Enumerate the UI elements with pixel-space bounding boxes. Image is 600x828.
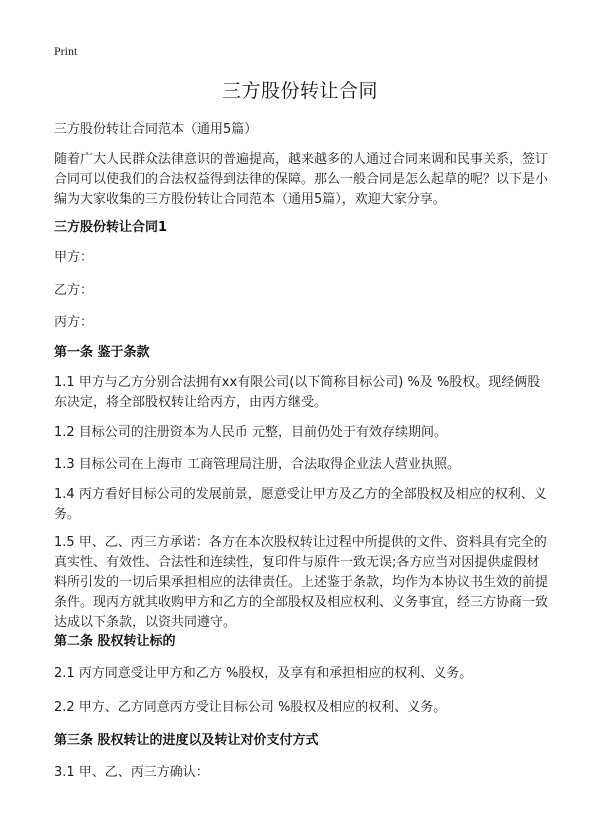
document-subtitle: 三方股份转让合同范本（通用5篇） [54, 122, 258, 137]
clause-1-3: 1.3 目标公司在上海市 工商管理局注册，合法取得企业法人营业执照。 [54, 457, 460, 472]
intro-paragraph: 随着广大人民群众法律意识的普遍提高，越来越多的人通过合同来调和民事关系，签订合同可以使我们的合法权益得到法律的保障。那么一般合同是怎么起草的呢？以下是小编为大家收集的三方股份转让合同范本（通用5篇），欢迎大家分享。 [54, 152, 549, 207]
clause-2-2: 2.2 甲方、乙方同意丙方受让目标公司 %股权及相应的权利、义务。 [54, 700, 447, 715]
party-b-label: 乙方： [54, 283, 94, 298]
contract-heading: 三方股份转让合同1 [54, 220, 168, 235]
article-2-heading: 第二条 股权转让标的 [54, 634, 176, 649]
party-c-label: 丙方： [54, 315, 94, 330]
clause-1-5: 1.5 甲、乙、丙三方承诺：各方在本次股权转让过程中所提供的文件、资料具有完全的真实性、有效性、合法性和连续性，复印件与原件一致无误;各方应当对因提供虚假材料所引发的一切后果承担相应的法律责任。上述鉴于条款，均作为本协议书生效的前提条件。现丙方就其收购甲方和乙方的全部股权及相应权利、义务事宜，经三方协商一致达成以下条款，以资共同遵守。 [54, 535, 549, 630]
party-a-label: 甲方： [54, 250, 94, 265]
clause-1-4: 1.4 丙方看好目标公司的发展前景，愿意受让甲方及乙方的全部股权及相应的权利、义务。 [54, 487, 547, 522]
clause-2-1: 2.1 丙方同意受让甲方和乙方 %股权，及享有和承担相应的权利、义务。 [54, 666, 473, 681]
document-title: 三方股份转让合同 [221, 80, 378, 102]
clause-1-1: 1.1 甲方与乙方分别合法拥有xx有限公司(以下简称目标公司) %及 %股权。现经俩股东决定，将全部股权转让给丙方，由丙方继受。 [54, 375, 541, 410]
article-3-heading: 第三条 股权转让的进度以及转让对价支付方式 [54, 733, 319, 748]
clause-3-1: 3.1 甲、乙、丙三方确认： [54, 765, 209, 780]
article-1-heading: 第一条 鉴于条款 [54, 345, 150, 360]
print-label: Print [54, 44, 78, 58]
clause-1-2: 1.2 目标公司的注册资本为人民币 元整，目前仍处于有效存续期间。 [54, 425, 447, 440]
